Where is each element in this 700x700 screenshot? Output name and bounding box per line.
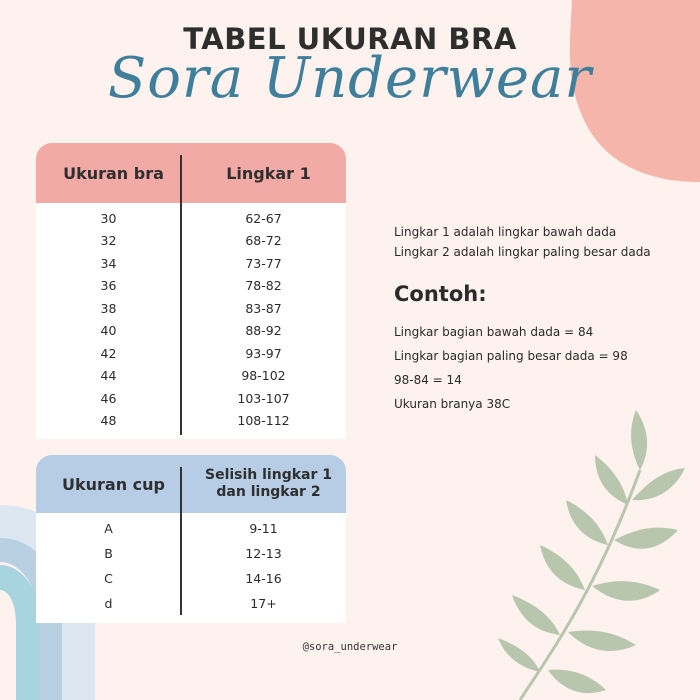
band-header-lingkar: Lingkar 1: [226, 163, 311, 183]
cup-size-cell: B: [104, 546, 113, 561]
lingkar-cell: 98-102: [241, 368, 286, 384]
band-size-cell: 42: [100, 345, 117, 361]
table-row: [36, 387, 346, 410]
table-row: [36, 410, 346, 433]
table-row: [36, 541, 346, 566]
social-handle: @sora_underwear: [302, 641, 398, 653]
cup-size-cell: d: [104, 596, 113, 611]
band-table-header: [36, 143, 346, 203]
lingkar-cell: 88-92: [245, 323, 282, 339]
lingkar-cell: 73-77: [245, 255, 282, 271]
column-divider: [180, 155, 182, 435]
lingkar-cell: 62-67: [245, 210, 282, 226]
example-calculation: [394, 320, 694, 416]
table-row: [36, 297, 346, 320]
example-line-result: Ukuran branya 38C: [394, 397, 511, 411]
difference-cell: 17+: [250, 596, 277, 611]
lingkar-cell: 103-107: [237, 390, 290, 406]
band-size-cell: 34: [100, 255, 117, 271]
cup-size-table: [36, 455, 346, 623]
table-row: [36, 516, 346, 541]
band-size-cell: 38: [100, 300, 117, 316]
band-size-cell: 30: [100, 210, 117, 226]
table-row: [36, 252, 346, 275]
example-line-full-bust: Lingkar bagian paling besar dada = 98: [394, 349, 628, 363]
band-size-cell: 46: [100, 390, 117, 406]
cup-header-size: Ukuran cup: [62, 474, 165, 494]
cup-table-body: [36, 513, 346, 616]
table-row: [36, 230, 346, 253]
band-size-cell: 36: [100, 278, 117, 294]
band-size-cell: 32: [100, 233, 117, 249]
table-row: [36, 207, 346, 230]
example-line-under-bust: Lingkar bagian bawah dada = 84: [394, 325, 594, 339]
lingkar-cell: 108-112: [237, 413, 290, 429]
band-size-cell: 40: [100, 323, 117, 339]
column-divider: [180, 467, 182, 615]
cup-header-difference: Selisih lingkar 1 dan lingkar 2: [204, 467, 332, 500]
brand-script-logo: Sora Underwear: [107, 46, 593, 111]
cup-size-cell: C: [104, 571, 113, 586]
difference-cell: 14-16: [245, 571, 282, 586]
table-row: [36, 365, 346, 388]
band-table-body: [36, 203, 346, 432]
example-line-difference: 98-84 = 14: [394, 373, 462, 387]
table-row: [36, 342, 346, 365]
band-size-cell: 44: [100, 368, 117, 384]
difference-cell: 9-11: [249, 521, 278, 536]
band-size-table: [36, 143, 346, 439]
lingkar-cell: 78-82: [245, 278, 282, 294]
lingkar-cell: 83-87: [245, 300, 282, 316]
cup-size-cell: A: [104, 521, 113, 536]
table-row: [36, 275, 346, 298]
note-lingkar-1: Lingkar 1 adalah lingkar bawah dada: [394, 225, 617, 239]
band-header-size: Ukuran bra: [63, 163, 164, 183]
table-row: [36, 320, 346, 343]
band-size-cell: 48: [100, 413, 117, 429]
cup-table-header: [36, 455, 346, 513]
lingkar-cell: 93-97: [245, 345, 282, 361]
note-lingkar-2: Lingkar 2 adalah lingkar paling besar dada: [394, 245, 651, 259]
difference-cell: 12-13: [245, 546, 282, 561]
measurement-notes: [394, 222, 694, 262]
leaf-branch-shape: [498, 410, 685, 700]
example-heading: Contoh:: [394, 282, 487, 306]
table-row: [36, 591, 346, 616]
page-title: TABEL UKURAN BRA: [183, 22, 517, 56]
table-row: [36, 566, 346, 591]
lingkar-cell: 68-72: [245, 233, 282, 249]
